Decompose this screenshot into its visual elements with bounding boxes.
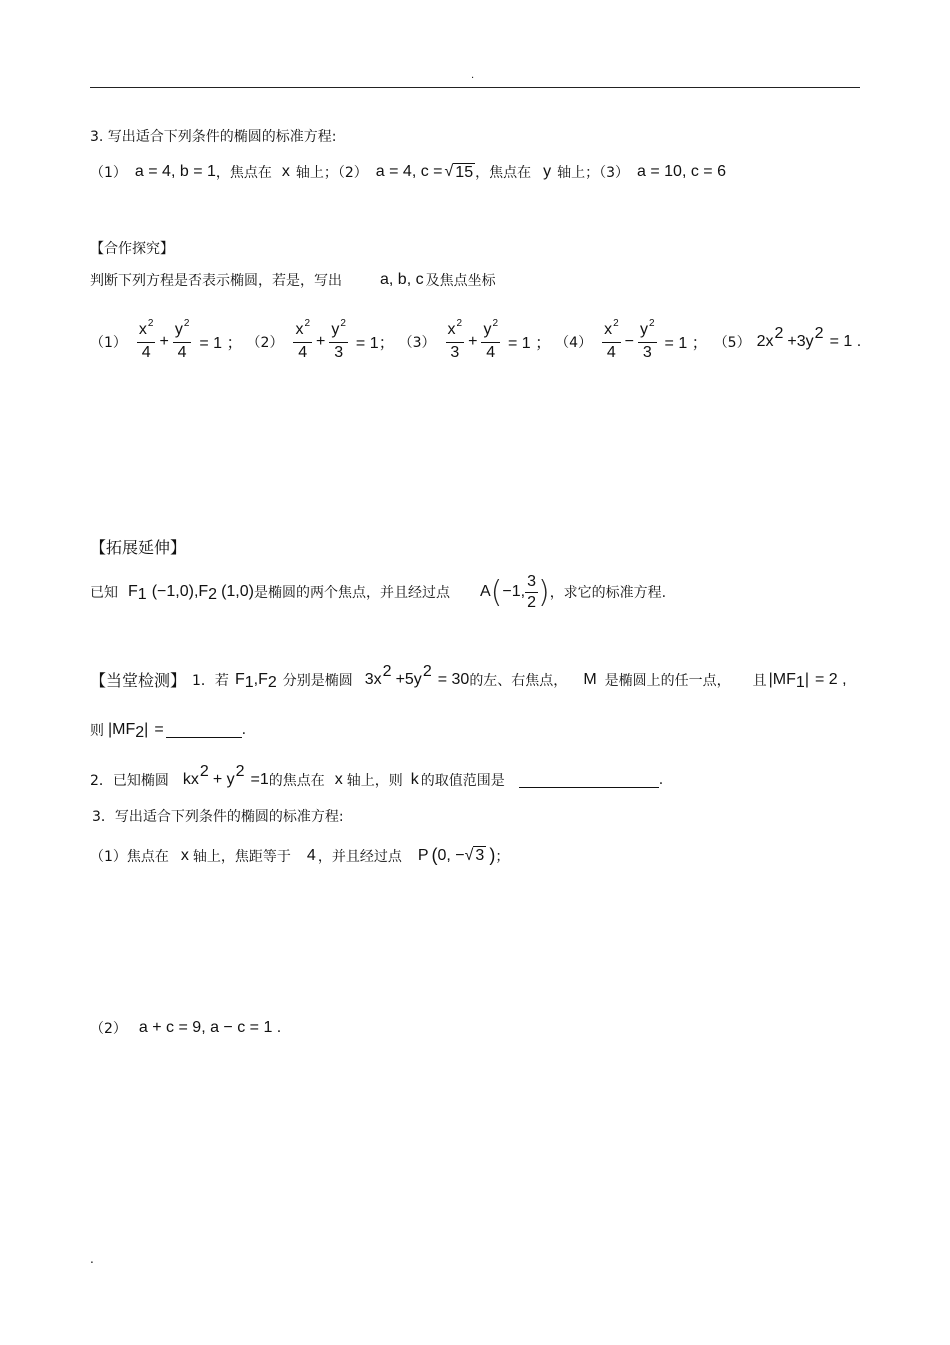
check-q2-k: k <box>410 771 419 788</box>
ext-f2-rparen: ) <box>248 583 254 600</box>
check-q2-end: . <box>658 772 664 788</box>
coop-item-den-1: 3 <box>450 344 460 361</box>
ext-f1-pt: −1,0 <box>157 583 189 600</box>
ext-f2-pt: 1,0 <box>226 583 249 600</box>
coop-prompt-tail: 及焦点坐标 <box>425 273 496 289</box>
check-q2-c: 轴上，则 <box>346 773 403 789</box>
ext-t2: 是椭圆的两个焦点，并且经过点 <box>253 585 450 601</box>
check-q2-b: 的焦点在 <box>268 773 325 789</box>
coop-item5-label: （5） <box>713 334 751 351</box>
ext-f2-lparen: ( <box>221 583 227 600</box>
q3-p2-eq: a = 4, c = <box>375 163 443 180</box>
coop-item-den-1: 4 <box>141 344 151 361</box>
ext-f1-lparen: ( <box>151 583 158 600</box>
check-q3-1-sqrt-sign: √ <box>464 846 474 864</box>
coop-item-frac-1 <box>602 320 621 363</box>
check-q3-1pt: 0, − <box>437 846 465 864</box>
coop-item-var-1: x <box>447 321 456 338</box>
header-rule <box>90 87 860 88</box>
check-q1-answer <box>90 720 246 740</box>
coop-item-var-2: y <box>331 321 340 338</box>
coop-item-den-2: 4 <box>486 344 496 361</box>
coop-equations <box>90 320 861 363</box>
footer-dot: . <box>90 1252 94 1266</box>
coop-abc: a, b, c <box>380 271 424 288</box>
q3-p1-text: ，焦点在 <box>215 165 272 181</box>
check-q1-then: 则 <box>90 723 104 739</box>
coop-item-num-2 <box>173 320 192 343</box>
check-q1-e: 且 <box>752 672 767 689</box>
check-q1-eq-b: +5y <box>395 670 422 688</box>
check-q1-end: . <box>241 722 247 738</box>
check-q1-bar2-l: | <box>108 721 113 738</box>
check-q2 <box>90 763 664 790</box>
check-q2-eq-c: =1 <box>250 771 269 788</box>
check-q1-b: 分别是椭圆 <box>282 672 353 689</box>
check-q1-m: M <box>583 670 597 688</box>
check-q1-eq2: = <box>154 721 164 738</box>
check-q2-sup2: 2 <box>235 763 245 780</box>
check-q2-a: 2．已知椭圆 <box>90 773 169 789</box>
check-q1-eq-c: = 30 <box>437 670 470 688</box>
coop-item-exp-2: 2 <box>492 318 499 329</box>
check-q2-sup1: 2 <box>199 763 209 780</box>
ext-f1-rparen: ), <box>188 583 199 600</box>
check-q1-f1: 1 <box>244 673 254 691</box>
coop-item-frac-2 <box>173 320 192 363</box>
coop-heading: 【合作探究】 <box>90 241 174 257</box>
coop-prompt <box>90 270 496 290</box>
coop-item-exp-2: 2 <box>183 318 190 329</box>
coop-item-frac-1 <box>293 320 312 363</box>
coop-item <box>90 320 243 363</box>
check-q1-a: 1．若 <box>192 672 229 689</box>
coop-item-op: + <box>468 332 478 350</box>
coop-item-op: + <box>159 332 169 350</box>
check-q3: 3．写出适合下列条件的椭圆的标准方程: <box>92 809 344 825</box>
check-q1-d: 是椭圆上的任一点， <box>604 672 731 689</box>
coop-item-var-2: y <box>639 321 648 338</box>
ext-f2: F <box>198 583 209 600</box>
ext-a-rparen: ) <box>537 574 550 610</box>
check-q3-1n: 4 <box>306 846 316 864</box>
check-q1-f: F <box>234 670 245 688</box>
check-q1-bar-l: | <box>768 670 773 688</box>
coop-item-label: （4） <box>555 334 593 351</box>
coop-item-rhs: = 1 ； <box>664 335 708 352</box>
q3-p1-label: （1） <box>90 165 127 181</box>
coop-item-frac-1 <box>446 320 465 363</box>
check-q3-1c: ，并且经过点 <box>317 848 402 865</box>
coop-item-den-1: 4 <box>606 344 616 361</box>
coop-item5-sup2: 2 <box>814 324 824 342</box>
check-q1-eq-a: 3x <box>364 670 382 688</box>
coop-item-num-1 <box>137 320 156 343</box>
check-q3-1p: P <box>417 846 429 864</box>
check-q1-sup1: 2 <box>382 662 392 680</box>
check-q3-1a: （1）焦点在 <box>90 848 169 865</box>
coop-item <box>555 320 708 363</box>
coop-item-num-2 <box>481 320 500 343</box>
check-q3-1-lparen: ( <box>431 845 438 865</box>
q3-p1-eq: a = 4, b = 1 <box>134 163 216 180</box>
coop-item-exp-1: 2 <box>147 318 154 329</box>
coop-item-exp-1: 2 <box>304 318 311 329</box>
coop-item-label: （3） <box>398 334 436 351</box>
check-q1-bar2-r: | <box>144 721 149 738</box>
ext-a-num: 3 <box>525 572 538 593</box>
coop-item-rhs: = 1 ； <box>508 335 552 352</box>
coop-item-var-1: x <box>138 321 147 338</box>
ext-a-den: 2 <box>527 593 536 611</box>
q3-p3-eq: a = 10, c = 6 <box>637 163 726 180</box>
ext-f2-sub: 2 <box>208 586 218 603</box>
coop-item5-eq-b: +3y <box>787 332 814 350</box>
ext-f1-sub: 1 <box>137 586 147 603</box>
coop-item-rhs: = 1； <box>355 335 395 352</box>
check-q3-1end: ； <box>495 848 510 865</box>
check-q2-x: x <box>334 771 343 788</box>
coop-item5-sup1: 2 <box>774 324 784 342</box>
ext-heading: 【拓展延伸】 <box>90 538 187 557</box>
ext-a: A <box>479 583 491 600</box>
q3-conditions <box>90 162 726 182</box>
check-q1-mf: MF <box>772 670 796 688</box>
coop-item-num-1 <box>446 320 465 343</box>
coop-item-den-2: 3 <box>642 344 652 361</box>
coop-item-var-2: y <box>174 321 183 338</box>
q3-axis-x: x <box>281 163 290 180</box>
check-q1 <box>90 662 847 691</box>
check-q3-1sqrt: 3 <box>475 847 485 864</box>
coop-item-var-2: y <box>483 321 492 338</box>
coop-items <box>90 320 712 363</box>
q3-axis-tail1: 轴上；（2） <box>295 165 368 181</box>
check-q3-2 <box>90 1018 281 1038</box>
ext-f1: F <box>128 583 138 600</box>
coop-item-exp-2: 2 <box>648 318 655 329</box>
q3-p2-sqrt: 15 <box>455 163 474 181</box>
q3-axis-y: y <box>543 163 552 180</box>
check-q1-rhs: = 2 , <box>814 670 847 688</box>
coop-item5-eq-c: = 1 . <box>829 332 862 350</box>
coop-item-num-1 <box>293 320 312 343</box>
coop-prompt-text: 判断下列方程是否表示椭圆，若是，写出 <box>90 273 342 289</box>
check-q2-d: 的取值范围是 <box>420 773 505 789</box>
coop-item-den-1: 4 <box>298 344 308 361</box>
coop-item-frac-2 <box>329 320 348 363</box>
coop-item-num-1 <box>602 320 621 343</box>
coop-item-var-1: x <box>604 321 613 338</box>
coop-item-exp-1: 2 <box>613 318 619 329</box>
check-q3-2eq: a + c = 9, a − c = 1 . <box>138 1019 282 1036</box>
ext-t3: ，求它的标准方程. <box>549 585 667 601</box>
check-q1-c: 的左、右焦点， <box>469 672 568 689</box>
check-q1-comma: ,F <box>253 670 268 688</box>
check-q1-mf2: MF <box>112 721 136 738</box>
coop-item-exp-2: 2 <box>340 318 346 329</box>
check-q3-1 <box>90 845 509 866</box>
coop-item-var-1: x <box>295 321 304 338</box>
ext-a-x: −1, <box>502 583 526 600</box>
ext-t1: 已知 <box>90 585 118 601</box>
coop-item-label: （2） <box>246 334 284 351</box>
check-heading: 【当堂检测】 <box>90 671 187 690</box>
check-q1-sup2: 2 <box>422 662 432 680</box>
coop-item <box>399 320 552 363</box>
check-q3-1-rparen: ) <box>489 845 496 865</box>
check-q3-1x: x <box>180 846 189 864</box>
coop-item-op: + <box>316 332 326 350</box>
coop-item-exp-1: 2 <box>456 318 463 329</box>
check-q3-1b: 轴上，焦距等于 <box>192 848 291 865</box>
coop-item-num-2 <box>638 320 657 343</box>
q3-p2-sqrt-sign: √ <box>444 163 454 180</box>
q3-title: 3. 写出适合下列条件的椭圆的标准方程: <box>90 129 337 145</box>
check-q2-eq-b: + y <box>212 771 235 788</box>
coop-item5-eq-a: 2x <box>756 332 774 350</box>
header-dot: . <box>471 70 475 81</box>
ext-a-lparen: ( <box>490 574 503 610</box>
coop-item-den-2: 3 <box>334 344 344 361</box>
ext-problem <box>90 567 666 617</box>
coop-item-num-2 <box>329 320 348 343</box>
check-q3-2a: （2） <box>90 1021 127 1037</box>
coop-item-frac-2 <box>481 320 500 363</box>
check-q1-blank[interactable] <box>166 723 242 738</box>
coop-item-op: − <box>624 332 634 350</box>
check-q2-eq-a: kx <box>182 771 199 788</box>
check-q1-f2: 2 <box>267 673 277 691</box>
check-q1-mf-sub: 1 <box>795 673 805 691</box>
ext-a-frac <box>525 572 538 613</box>
check-q1-mf2-sub: 2 <box>135 724 145 741</box>
coop-item <box>247 320 395 363</box>
coop-item-rhs: = 1 ； <box>199 335 243 352</box>
coop-item-frac-1 <box>137 320 156 363</box>
check-q1-bar-r: | <box>804 670 809 688</box>
coop-item-den-2: 4 <box>177 344 187 361</box>
check-q2-blank[interactable] <box>519 773 659 788</box>
q3-axis-tail2: 轴上；（3） <box>557 165 630 181</box>
coop-item-label: （1） <box>90 334 127 351</box>
coop-item-frac-2 <box>638 320 657 363</box>
q3-p2-text: ，焦点在 <box>475 165 532 181</box>
